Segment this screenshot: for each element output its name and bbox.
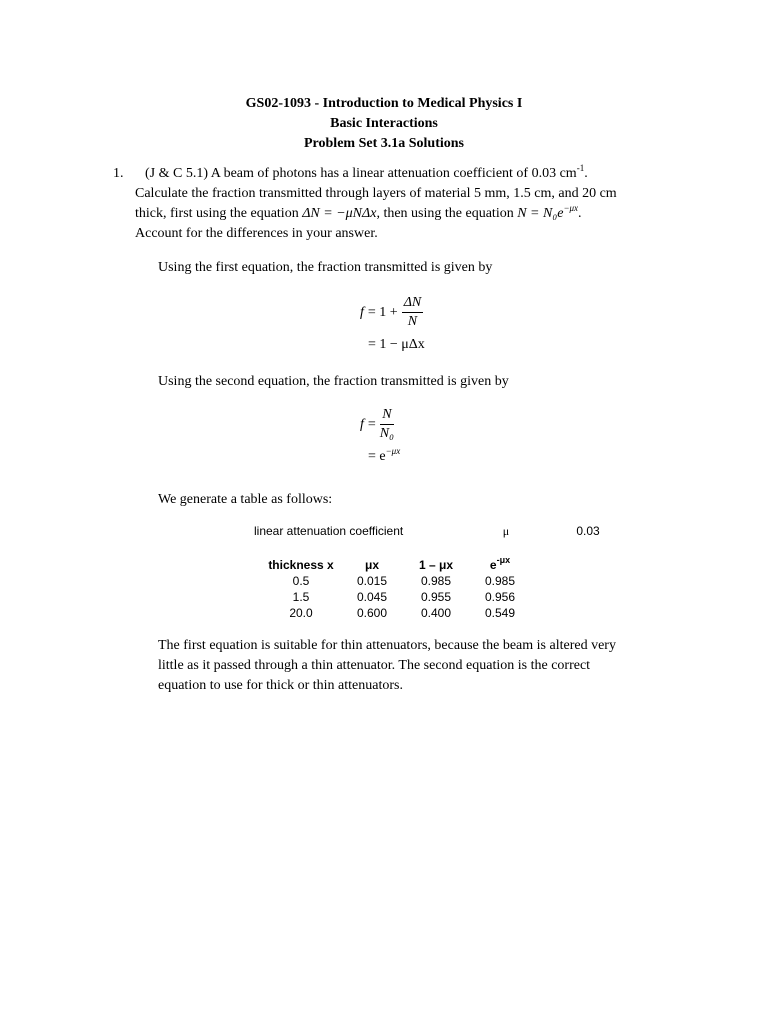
math1-fraction <box>402 294 424 331</box>
cell-one-minus-mux: 0.955 <box>420 590 452 604</box>
table-row <box>262 589 532 605</box>
table-row <box>262 605 532 621</box>
math1-line2: = 1 − μΔx <box>368 337 425 352</box>
conclusion-paragraph <box>158 636 658 696</box>
coefficient-label: linear attenuation coefficient <box>254 524 404 538</box>
course-title: GS02-1093 - Introduction to Medical Physics I <box>245 96 523 111</box>
math1-denominator: N <box>407 314 418 329</box>
cell-mux: 0.015 <box>356 574 388 588</box>
math2-denominator: N₀ <box>379 426 395 441</box>
cell-thickness: 1.5 <box>292 590 310 604</box>
coefficient-value: 0.03 <box>576 524 600 538</box>
problem-statement <box>135 164 658 244</box>
cell-mux: 0.600 <box>356 606 388 620</box>
problem-1 <box>113 164 658 244</box>
equation-differential: ΔN = −μNΔx <box>302 206 377 221</box>
equation-exponential: $N = N_0e^{-\mu x}$ <box>517 203 579 221</box>
header-mux: μx <box>364 558 379 572</box>
table-header-row <box>262 557 532 573</box>
paragraph-table-intro: We generate a table as follows: <box>158 492 333 507</box>
problem-line-4: Account for the differences in your answer. <box>135 226 378 241</box>
problem-line-2: Calculate the fraction transmitted through layers of material 5 mm, 1.5 cm, and 20 cm <box>135 186 617 201</box>
cell-thickness: 20.0 <box>289 606 313 620</box>
header-one-minus-mux: 1 – μx <box>418 558 454 572</box>
problem-number: 1. <box>113 166 124 181</box>
math2-eq: = <box>367 416 376 432</box>
table-row <box>262 573 532 589</box>
math1-f: f <box>360 304 364 320</box>
cell-one-minus-mux: 0.985 <box>420 574 452 588</box>
cell-exponential: 0.549 <box>484 606 516 620</box>
attenuation-table <box>262 557 532 621</box>
cell-exponential: 0.956 <box>484 590 516 604</box>
math-block-1 <box>360 294 425 355</box>
math2-fraction <box>380 406 394 443</box>
coefficient-symbol: μ <box>502 524 510 538</box>
math1-numerator: ΔN <box>402 294 424 313</box>
problem-line-1: (J & C 5.1) A beam of photons has a linear attenuation coefficient of 0.03 $cm^{-1}$. <box>145 163 588 181</box>
problem-line-3: thick, first using the equation ΔN = −μNΔx, then using the equation $N = N_0e^{-\mu x}$. <box>135 203 582 221</box>
cell-exponential: 0.985 <box>484 574 516 588</box>
math-block-2 <box>360 406 400 467</box>
cell-one-minus-mux: 0.400 <box>420 606 452 620</box>
math2-numerator: N <box>380 406 394 425</box>
header-exponential: $e^{-\mu x}$ <box>489 555 511 572</box>
math2-f: f <box>360 416 364 432</box>
conclusion-line-3: equation to use for thick or thin attenuators. <box>158 678 403 693</box>
math2-line2: = $e^{-\mu x}$ <box>368 446 401 464</box>
conclusion-line-2: little as it passed through a thin attenuator. The second equation is the correct <box>158 658 591 673</box>
cell-thickness: 0.5 <box>292 574 310 588</box>
document-header <box>0 94 768 154</box>
topic-title: Basic Interactions <box>330 116 438 131</box>
coefficient-row <box>254 523 618 539</box>
problem-set-title: Problem Set 3.1a Solutions <box>304 136 464 151</box>
conclusion-line-1: The first equation is suitable for thin attenuators, because the beam is altered very <box>158 638 616 653</box>
math1-eq: = 1 + <box>367 304 398 320</box>
header-thickness: thickness x <box>268 558 334 572</box>
paragraph-first-equation: Using the first equation, the fraction transmitted is given by <box>158 260 493 275</box>
paragraph-second-equation: Using the second equation, the fraction transmitted is given by <box>158 374 509 389</box>
cell-mux: 0.045 <box>356 590 388 604</box>
